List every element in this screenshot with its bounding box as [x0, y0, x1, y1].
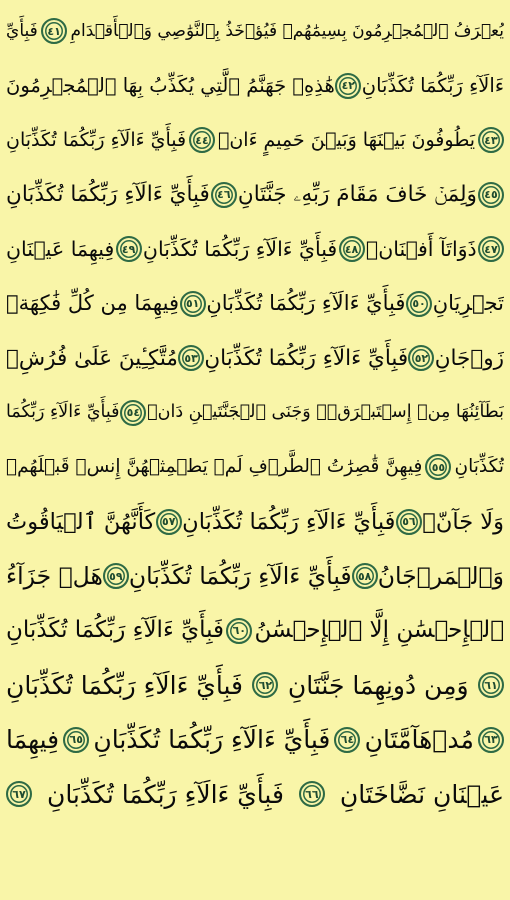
ayah-end-marker-icon: ٤٤: [189, 127, 215, 153]
verse-line: [6, 767, 504, 822]
verse-text: يَطُوفُونَ بَيۡنَهَا وَبَيۡنَ حَمِيمٍ ءَانٖ: [217, 128, 476, 151]
verse-text: هَٰذِهِۦ جَهَنَّمُ ٱلَّتِي يُكَذِّبُ بِهَا ٱلۡمُجۡرِمُونَ: [6, 74, 335, 97]
verse-text: فَبِأَيِّ ءَالَآءِ رَبِّكُمَا تُكَذِّبَانِ: [206, 291, 406, 316]
verse-text: فَبِأَيِّ ءَالَآءِ رَبِّكُمَا تُكَذِّبَانِ: [6, 128, 187, 151]
verse-text: فَبِأَيِّ ءَالَآءِ رَبِّكُمَا تُكَذِّبَانِ: [46, 779, 284, 809]
ayah-end-marker-icon: ٥٧: [156, 509, 182, 535]
verse-text: يُعۡرَفُ ٱلۡمُجۡرِمُونَ بِسِيمَٰهُمۡ فَيُؤۡخَذُ بِٱلنَّوَٰصِي وَٱلۡأَقۡدَامِ: [70, 20, 504, 41]
ayah-end-marker-icon: ٤٧: [478, 236, 504, 262]
ayah-end-marker-icon: ٦٣: [478, 727, 504, 753]
verse-line: [6, 168, 504, 223]
ayah-end-marker-icon: ٥٢: [408, 345, 434, 371]
verse-line: [6, 277, 504, 332]
verse-text: ءَالَآءِ رَبِّكُمَا تُكَذِّبَانِ: [361, 74, 504, 97]
verse-text: فَبِأَيِّ ءَالَآءِ رَبِّكُمَا تُكَذِّبَانِ: [93, 725, 331, 755]
verse-text: فَبِأَيِّ ءَالَآءِ رَبِّكُمَا: [6, 402, 120, 422]
ayah-end-marker-icon: ٦٥: [63, 727, 89, 753]
verse-text: بَطَآئِنُهَا مِنۡ إِسۡتَبۡرَقٖۚ وَجَنَى ٱلۡجَنَّتَيۡنِ دَانٖ: [147, 402, 504, 422]
verse-text: فِيهِمَا: [6, 725, 60, 755]
ayah-end-marker-icon: ٥٤: [120, 400, 146, 426]
ayah-end-marker-icon: ٥١: [180, 291, 206, 317]
ayah-end-marker-icon: ٤٩: [116, 236, 142, 262]
ayah-end-marker-icon: ٤٢: [335, 73, 361, 99]
verse-line: [6, 386, 504, 441]
verse-text: عَيۡنَانِ نَضَّاخَتَانِ: [339, 779, 504, 809]
ayah-end-marker-icon: ٤٥: [478, 182, 504, 208]
verse-text: فَبِأَيِّ ءَالَآءِ رَبِّكُمَا تُكَذِّبَانِ: [6, 670, 243, 700]
verse-text: ذَوَاتَآ أَفۡنَانٖ: [365, 237, 477, 261]
verse-line: [6, 604, 504, 659]
verse-line: [6, 440, 504, 495]
ayah-end-marker-icon: ٦٤: [334, 727, 360, 753]
ayah-end-marker-icon: ٥٦: [396, 509, 422, 535]
ayah-end-marker-icon: ٤١: [41, 18, 67, 44]
verse-text: فَبِأَيِّ ءَالَآءِ رَبِّكُمَا تُكَذِّبَانِ: [128, 561, 352, 590]
ayah-end-marker-icon: ٦٦: [299, 781, 325, 807]
ayah-end-marker-icon: ٤٨: [339, 236, 365, 262]
verse-text: وَمِن دُونِهِمَا جَنَّتَانِ: [287, 670, 469, 700]
verse-line: [6, 113, 504, 168]
verse-text: هَلۡ جَزَآءُ: [6, 561, 103, 590]
verse-text: فَبِأَيِّ ءَالَآءِ رَبِّكُمَا تُكَذِّبَانِ: [142, 237, 338, 261]
verse-text: تَجۡرِيَانِ: [432, 291, 504, 316]
verse-line: [6, 495, 504, 550]
verse-text: فَبِأَيِّ ءَالَآءِ رَبِّكُمَا تُكَذِّبَانِ: [204, 345, 409, 371]
ayah-end-marker-icon: ٦٧: [6, 781, 32, 807]
verse-text: تُكَذِّبَانِ: [454, 456, 504, 477]
ayah-end-marker-icon: ٦٠: [226, 618, 252, 644]
verse-text: مُتَّكِـِٔينَ عَلَىٰ فُرُشِۭ: [6, 345, 178, 371]
verse-text: فَبِأَيِّ ءَالَآءِ رَبِّكُمَا تُكَذِّبَانِ: [6, 617, 225, 644]
verse-text: فِيهِمَا مِن كُلِّ فَٰكِهَةٖ: [6, 291, 179, 316]
verse-text: كَأَنَّهُنَّ ٱلۡيَاقُوتُ: [6, 508, 156, 535]
verse-line: [6, 59, 504, 114]
verse-text: فِيهِنَّ قَٰصِرَٰتُ ٱلطَّرۡفِ لَمۡ يَطۡمِثۡهُنَّ إِنسٞ قَبۡلَهُمۡ: [6, 456, 423, 477]
ayah-end-marker-icon: ٥٩: [103, 563, 129, 589]
verse-text: فَبِأَيِّ ءَالَآءِ رَبِّكُمَا تُكَذِّبَانِ: [182, 508, 396, 535]
ayah-end-marker-icon: ٤٦: [211, 182, 237, 208]
verse-text: مُدۡهَآمَّتَانِ: [364, 725, 474, 755]
verse-line: [6, 658, 504, 713]
verse-text: فِيهِمَا عَيۡنَانِ: [6, 237, 115, 261]
ayah-end-marker-icon: ٥٥: [425, 454, 451, 480]
verse-text: زَوۡجَانِ: [434, 345, 504, 371]
verse-line: [6, 331, 504, 386]
verse-text: فَبِأَيِّ: [6, 20, 38, 41]
ayah-end-marker-icon: ٤٣: [478, 127, 504, 153]
verse-text: وَلَا جَآنّٞ: [422, 508, 504, 535]
ayah-end-marker-icon: ٦٢: [252, 672, 278, 698]
verse-line: [6, 4, 504, 59]
verse-text: ٱلۡإِحۡسَٰنِ إِلَّا ٱلۡإِحۡسَٰنُ: [254, 617, 504, 644]
verse-line: [6, 549, 504, 604]
verse-line: [6, 713, 504, 768]
verse-line: [6, 222, 504, 277]
ayah-end-marker-icon: ٦١: [478, 672, 504, 698]
verse-text: وَلِمَنۡ خَافَ مَقَامَ رَبِّهِۦ جَنَّتَانِ: [237, 182, 477, 207]
verse-text: وَٱلۡمَرۡجَانُ: [377, 561, 504, 590]
ayah-end-marker-icon: ٥٨: [352, 563, 378, 589]
ayah-end-marker-icon: ٥٣: [178, 345, 204, 371]
verse-text: فَبِأَيِّ ءَالَآءِ رَبِّكُمَا تُكَذِّبَانِ: [6, 182, 210, 207]
ayah-end-marker-icon: ٥٠: [406, 291, 432, 317]
